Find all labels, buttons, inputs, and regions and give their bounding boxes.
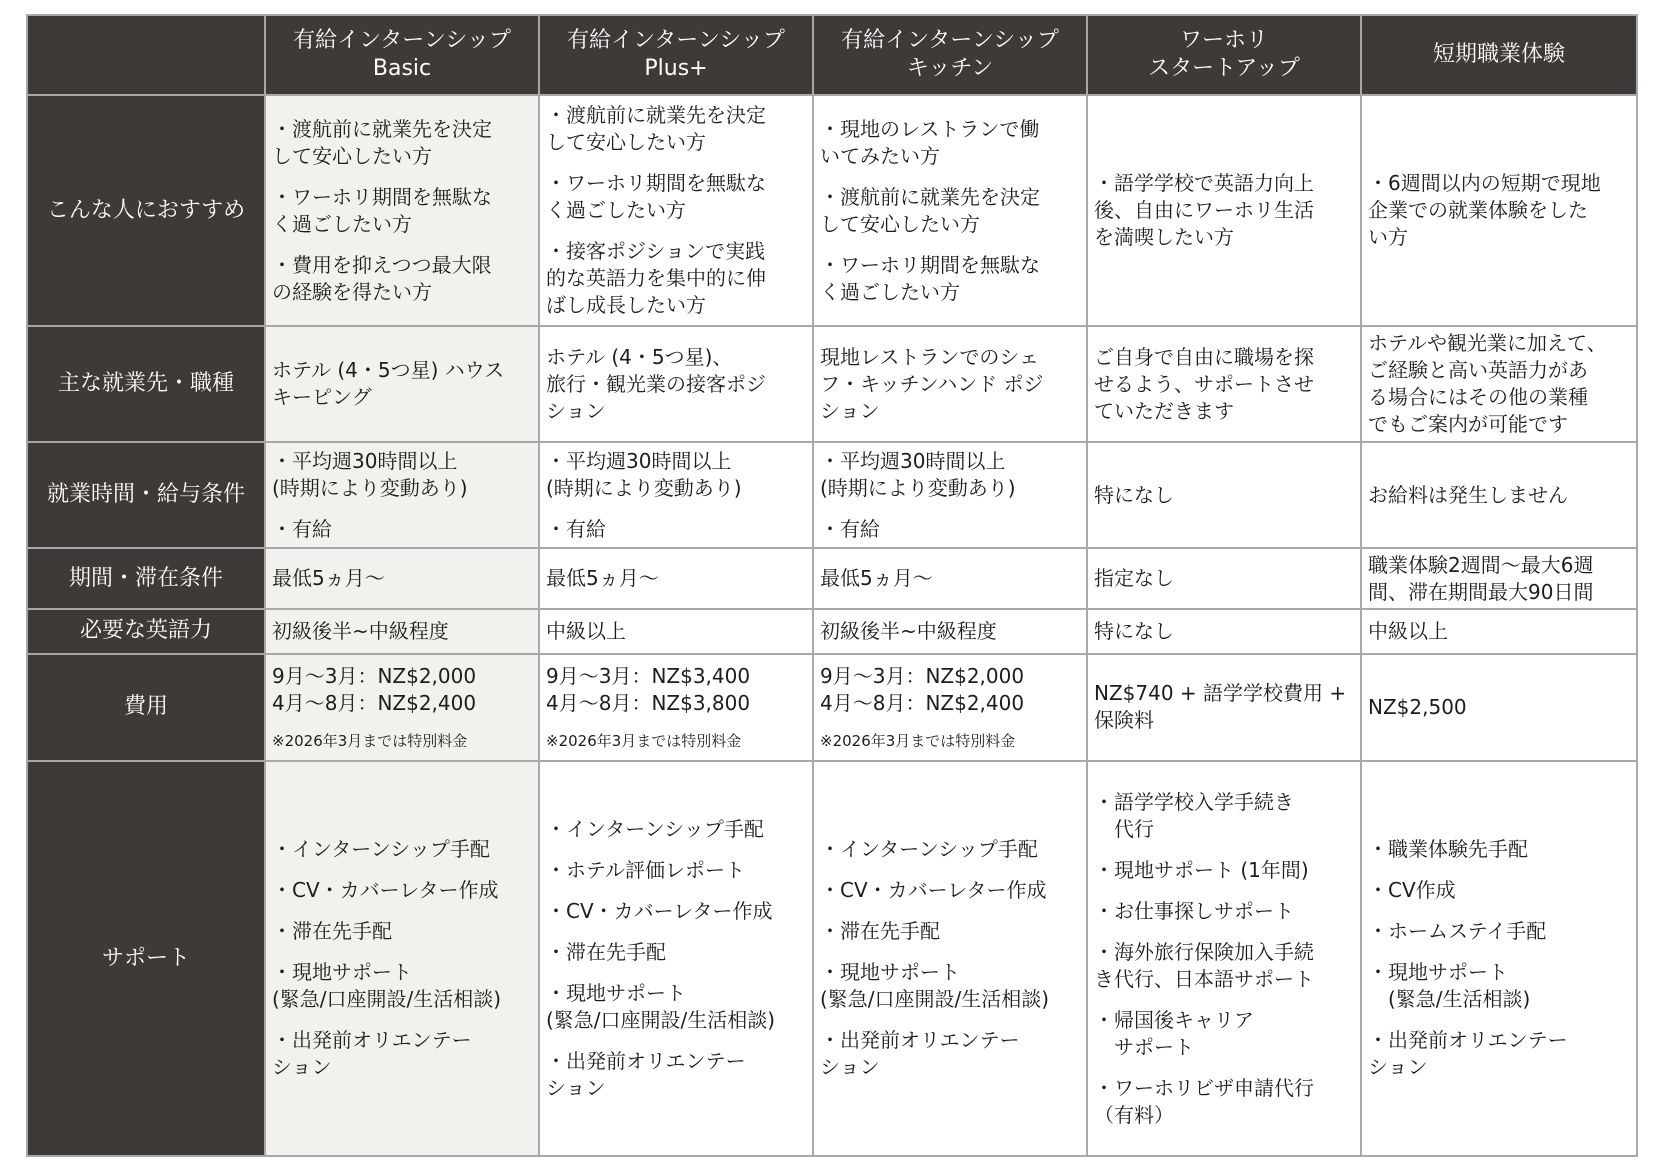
cell-text: ホテル (4・5つ星) ハウス キーピング: [272, 358, 505, 410]
comparison-table: [26, 14, 1638, 1157]
table-cell: [265, 95, 539, 326]
row-header: こんな人におすすめ: [27, 95, 265, 326]
table-cell: [1087, 609, 1361, 653]
cell-text: ・滞在先手配: [546, 939, 666, 964]
cell-text: ・CV・カバーレター作成: [546, 898, 773, 923]
cell-text: ・出発前オリエンテー ション: [1368, 1028, 1568, 1080]
table-row: [27, 609, 1637, 653]
table-cell: [539, 654, 813, 762]
cell-text: 中級以上: [546, 618, 626, 643]
table-cell: [265, 761, 539, 1156]
fee-note: ※2026年3月までは特別料金: [546, 732, 742, 751]
cell-text: ・現地サポート (緊急/口座開設/生活相談): [820, 960, 1050, 1012]
table-cell: [539, 609, 813, 653]
table-cell: [1361, 761, 1637, 1156]
table-row: [27, 548, 1637, 609]
row-header: 必要な英語力: [27, 609, 265, 653]
table-cell: [1361, 442, 1637, 548]
row-header: サポート: [27, 761, 265, 1156]
cell-text: ・インターンシップ手配: [820, 837, 1038, 862]
table-cell: [813, 761, 1087, 1156]
table-cell: [539, 761, 813, 1156]
cell-text: 職業体験2週間～最大6週 間、滞在期間最大90日間: [1368, 552, 1594, 604]
cell-text: 最低5ヵ月～: [272, 566, 385, 591]
table-cell: [1361, 609, 1637, 653]
cell-text: ・CV・カバーレター作成: [272, 878, 499, 903]
table-row: [27, 761, 1637, 1156]
row-header: 主な就業先・職種: [27, 326, 265, 442]
cell-text: ・滞在先手配: [272, 919, 392, 944]
cell-text: ・平均週30時間以上 (時期により変動あり): [272, 448, 468, 500]
column-header: 有給インターンシップ キッチン: [813, 15, 1087, 95]
cell-text: ・現地サポート (1年間): [1094, 857, 1309, 882]
cell-text: ・出発前オリエンテー ション: [820, 1028, 1020, 1080]
cell-text: ・渡航前に就業先を決定 して安心したい方: [546, 103, 766, 155]
cell-text: ・現地サポート (緊急/生活相談): [1368, 960, 1531, 1012]
header-row: [27, 15, 1637, 95]
cell-text: ・平均週30時間以上 (時期により変動あり): [546, 448, 742, 500]
cell-text: ・費用を抑えつつ最大限 の経験を得たい方: [272, 252, 492, 304]
row-header: 就業時間・給与条件: [27, 442, 265, 548]
cell-text: 現地レストランでのシェ フ・キッチンハンド ポジ ション: [820, 344, 1044, 423]
cell-text: NZ$2,500: [1368, 694, 1467, 719]
cell-text: ホテルや観光業に加えて、 ご経験と高い英語力があ る場合にはその他の業種 でもご案内が可能です: [1368, 331, 1607, 437]
table-cell: [813, 609, 1087, 653]
cell-text: ・有給: [820, 516, 880, 541]
cell-text: ・出発前オリエンテー ション: [272, 1028, 472, 1080]
cell-text: ・渡航前に就業先を決定 して安心したい方: [820, 184, 1040, 236]
table-cell: [539, 326, 813, 442]
cell-text: ・現地サポート (緊急/口座開設/生活相談): [272, 960, 502, 1012]
cell-text: ・ワーホリ期間を無駄な く過ごしたい方: [820, 252, 1040, 304]
table-cell: [1361, 95, 1637, 326]
table-row: [27, 442, 1637, 548]
table-cell: [265, 548, 539, 609]
cell-text: ・帰国後キャリア サポート: [1094, 1007, 1254, 1059]
cell-text: ・インターンシップ手配: [546, 816, 764, 841]
table-cell: [1361, 326, 1637, 442]
cell-text: ・有給: [546, 516, 606, 541]
table-cell: [1087, 442, 1361, 548]
cell-text: 初級後半~中級程度: [272, 618, 449, 643]
table-cell: [539, 95, 813, 326]
row-header: 期間・滞在条件: [27, 548, 265, 609]
cell-text: ・ホテル評価レポート: [546, 857, 745, 882]
cell-text: ・渡航前に就業先を決定 して安心したい方: [272, 116, 492, 168]
cell-text: 特になし: [1094, 618, 1174, 643]
cell-text: ・お仕事探しサポート: [1094, 898, 1294, 923]
table-cell: [813, 326, 1087, 442]
fee-note: ※2026年3月までは特別料金: [820, 732, 1016, 751]
table-cell: [539, 548, 813, 609]
table-cell: [1087, 761, 1361, 1156]
cell-text: ・現地サポート (緊急/口座開設/生活相談): [546, 980, 776, 1032]
table-cell: [1087, 95, 1361, 326]
row-header: 費用: [27, 654, 265, 762]
cell-text: ・現地のレストランで働 いてみたい方: [820, 116, 1040, 168]
cell-text: ・ワーホリ期間を無駄な く過ごしたい方: [272, 184, 492, 236]
cell-text: お給料は発生しません: [1368, 482, 1568, 507]
column-header: 有給インターンシップ Plus+: [539, 15, 813, 95]
table-cell: [1361, 654, 1637, 762]
cell-text: 最低5ヵ月～: [820, 566, 933, 591]
cell-text: ・CV・カバーレター作成: [820, 878, 1047, 903]
cell-text: ・滞在先手配: [820, 919, 940, 944]
cell-text: 中級以上: [1368, 618, 1448, 643]
column-header: 短期職業体験: [1361, 15, 1637, 95]
cell-text: 最低5ヵ月～: [546, 566, 659, 591]
corner-cell: [27, 15, 265, 95]
table-cell: [1087, 548, 1361, 609]
table-cell: [265, 654, 539, 762]
table-cell: [1087, 326, 1361, 442]
table-cell: [813, 548, 1087, 609]
table-cell: [813, 654, 1087, 762]
cell-text: ・出発前オリエンテー ション: [546, 1048, 746, 1100]
cell-text: 初級後半~中級程度: [820, 618, 997, 643]
table-row: [27, 654, 1637, 762]
cell-text: 9月～3月：NZ$3,400 4月～8月：NZ$3,800: [546, 664, 751, 716]
cell-text: 9月～3月：NZ$2,000 4月～8月：NZ$2,400: [820, 664, 1025, 716]
table-cell: [813, 95, 1087, 326]
cell-text: 指定なし: [1094, 566, 1174, 591]
cell-text: ・平均週30時間以上 (時期により変動あり): [820, 448, 1016, 500]
column-header: 有給インターンシップ Basic: [265, 15, 539, 95]
cell-text: ・語学学校で英語力向上 後、自由にワーホリ生活 を満喫したい方: [1094, 171, 1314, 250]
table-cell: [539, 442, 813, 548]
cell-text: ・職業体験先手配: [1368, 837, 1528, 862]
table-cell: [265, 609, 539, 653]
cell-text: 特になし: [1094, 482, 1174, 507]
cell-text: NZ$740 + 語学学校費用 + 保険料: [1094, 681, 1347, 733]
cell-text: ・語学学校入学手続き 代行: [1094, 789, 1294, 841]
table-cell: [265, 326, 539, 442]
cell-text: ・ワーホリビザ申請代行 （有料）: [1094, 1075, 1314, 1127]
cell-text: ・海外旅行保険加入手続 き代行、日本語サポート: [1094, 939, 1314, 991]
table-cell: [1087, 654, 1361, 762]
cell-text: ・インターンシップ手配: [272, 837, 490, 862]
cell-text: ・有給: [272, 516, 332, 541]
cell-text: ・ホームステイ手配: [1368, 919, 1547, 944]
cell-text: ・CV作成: [1368, 878, 1456, 903]
cell-text: ・接客ポジションで実践 的な英語力を集中的に伸 ばし成長したい方: [546, 239, 766, 318]
table-row: [27, 95, 1637, 326]
cell-text: 9月～3月：NZ$2,000 4月～8月：NZ$2,400: [272, 664, 477, 716]
fee-note: ※2026年3月までは特別料金: [272, 732, 468, 751]
table-cell: [813, 442, 1087, 548]
table-cell: [1361, 548, 1637, 609]
table-cell: [265, 442, 539, 548]
table-row: [27, 326, 1637, 442]
cell-text: ・6週間以内の短期で現地 企業での就業体験をした い方: [1368, 171, 1601, 250]
cell-text: ご自身で自由に職場を探 せるよう、サポートさせ ていただきます: [1094, 344, 1314, 423]
cell-text: ・ワーホリ期間を無駄な く過ごしたい方: [546, 171, 766, 223]
column-header: ワーホリ スタートアップ: [1087, 15, 1361, 95]
cell-text: ホテル (4・5つ星)、 旅行・観光業の接客ポジ ション: [546, 344, 766, 423]
